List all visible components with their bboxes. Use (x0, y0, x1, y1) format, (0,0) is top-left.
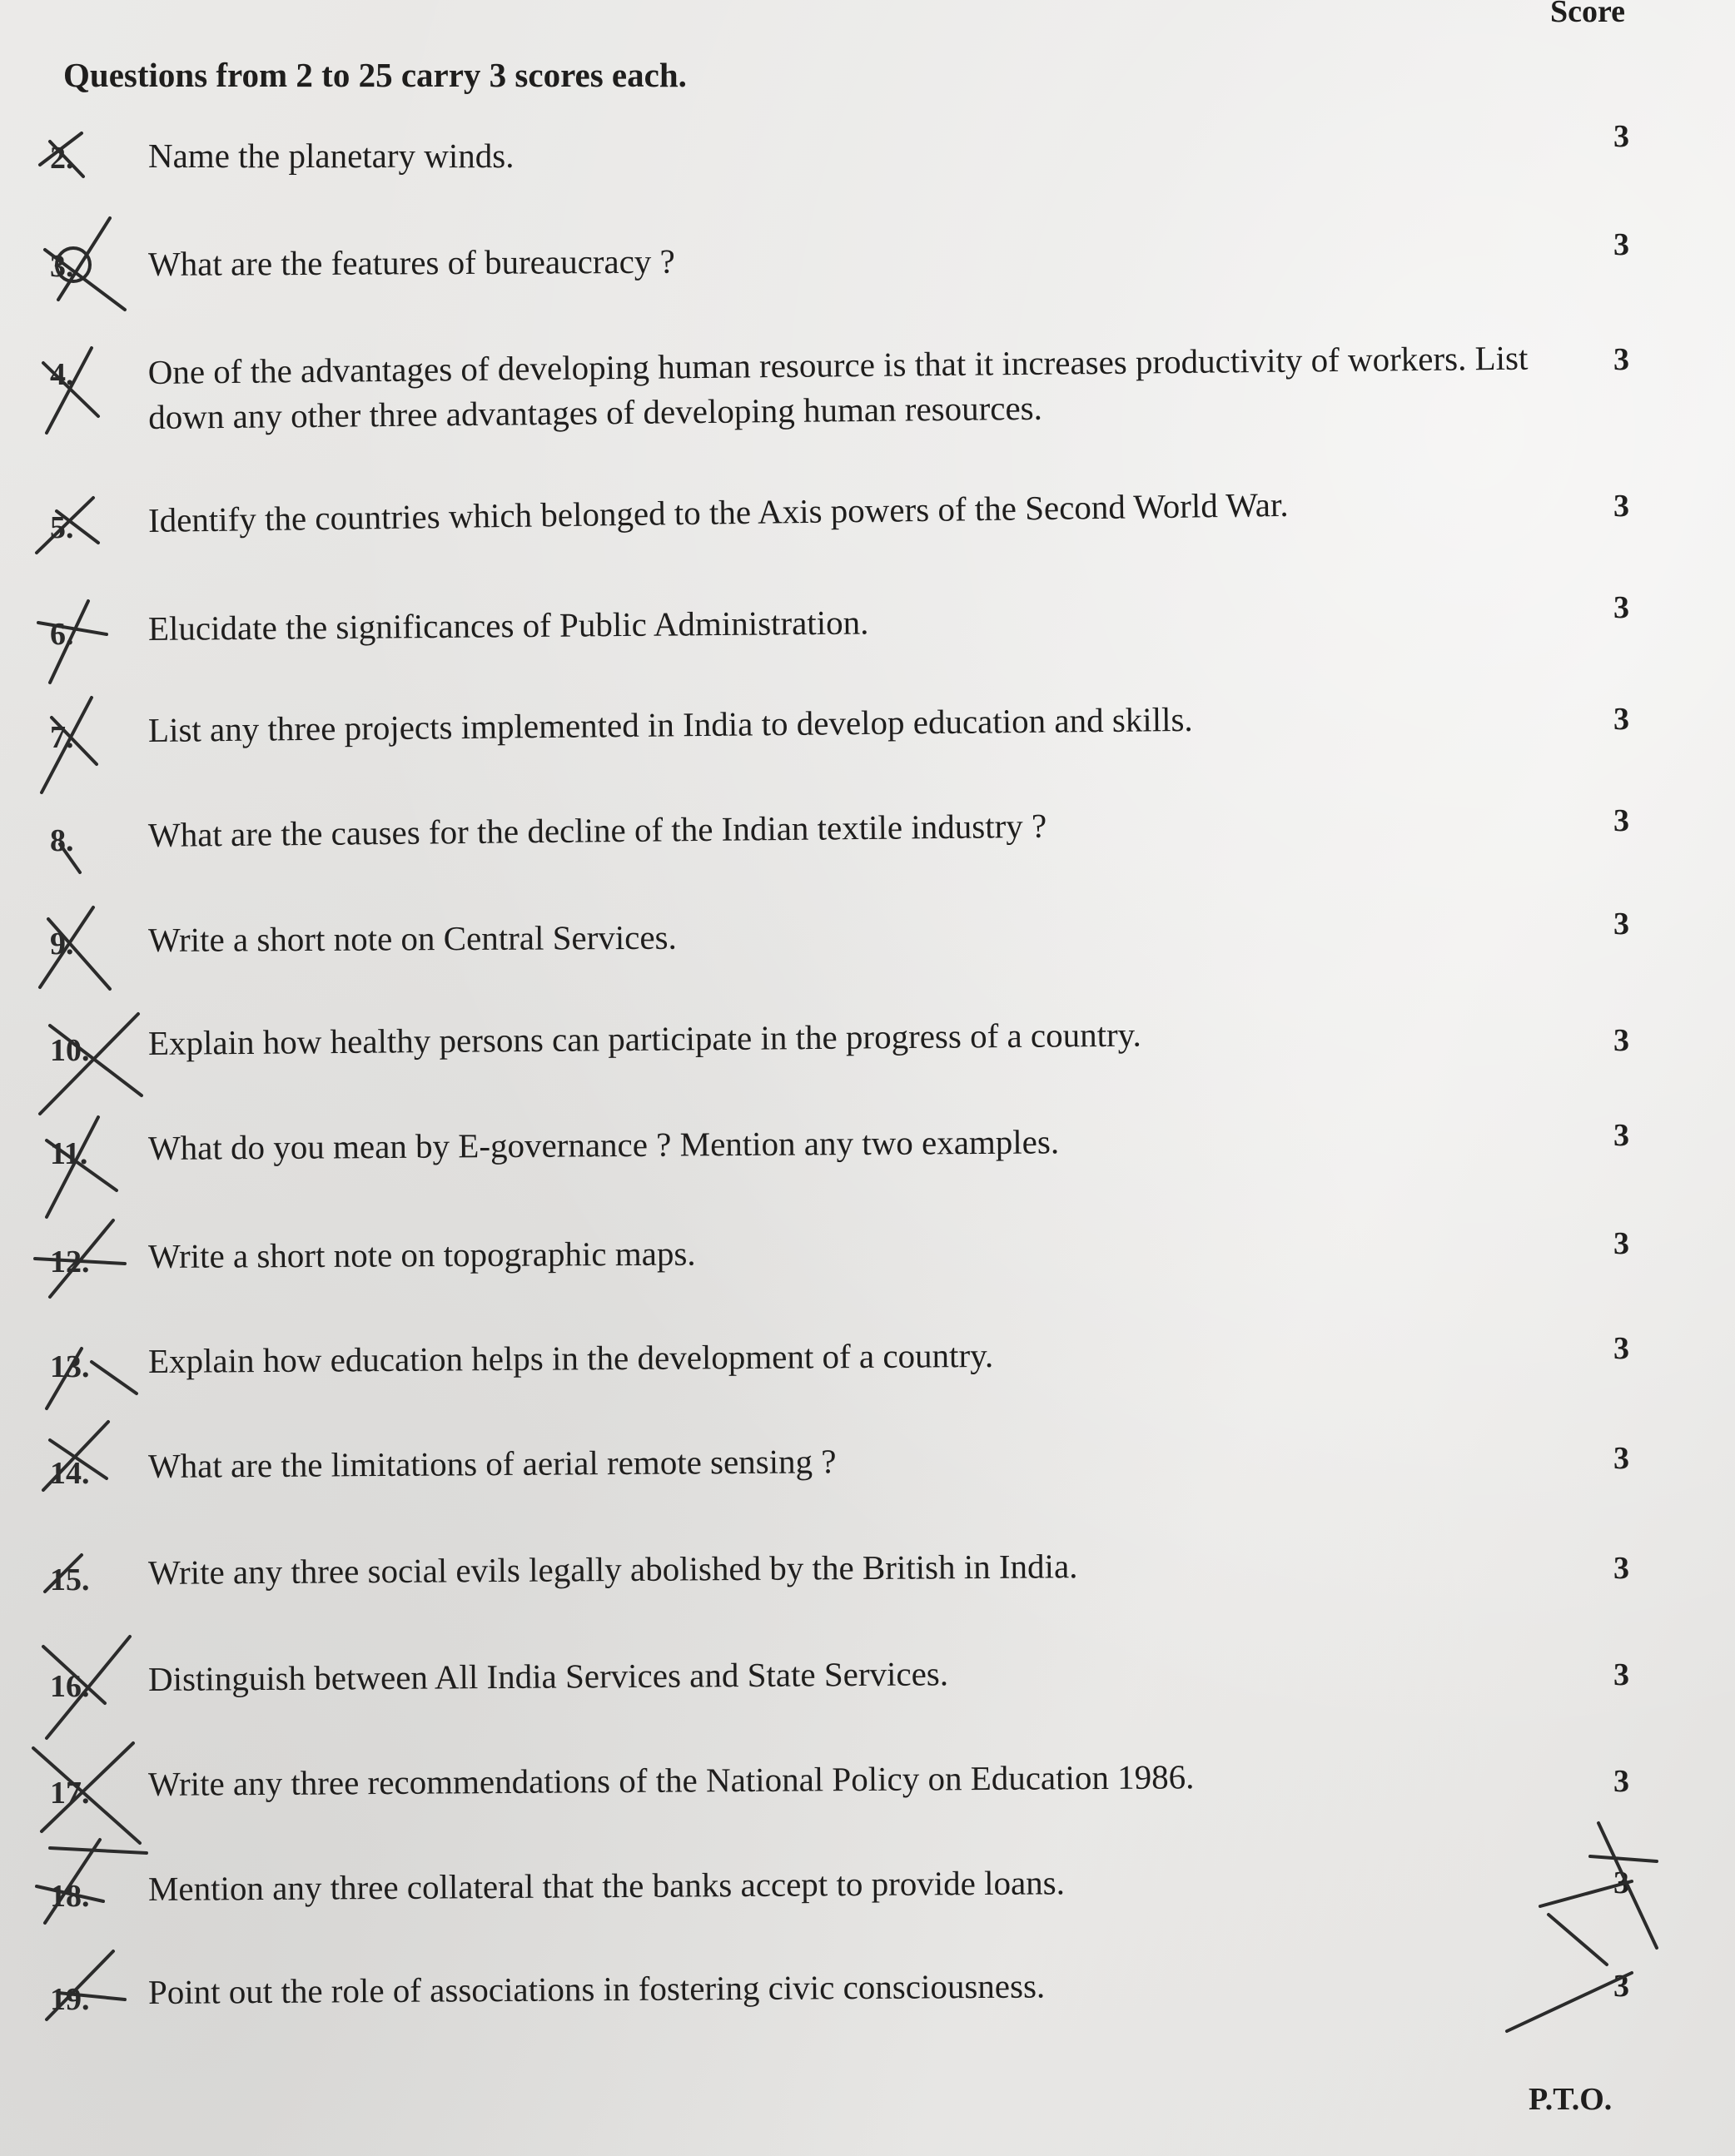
question-text: Write any three social evils legally abolished by the British in India. (147, 1547, 1078, 1592)
question-number: 4. (50, 357, 74, 392)
question-score: 3 (1613, 1865, 1629, 1900)
question-text: Explain how healthy persons can participate in the progress of a country. (147, 1015, 1141, 1062)
question-score: 3 (1613, 1023, 1629, 1058)
question-number: 18. (50, 1879, 90, 1914)
question-text: Elucidate the significances of Public Administration. (147, 603, 869, 648)
question-number: 11. (50, 1136, 88, 1171)
question-score: 3 (1613, 342, 1629, 377)
question-text: Explain how education helps in the development of a country. (147, 1335, 994, 1380)
question-number: 7. (50, 720, 74, 755)
score-column-heading: Score (1550, 0, 1626, 29)
question-number: 8. (50, 823, 74, 858)
question-number: 3. (50, 249, 74, 284)
question-text: Name the planetary winds. (148, 137, 515, 175)
question-number: 2. (50, 141, 74, 176)
question-score: 3 (1613, 489, 1629, 524)
question-number: 9. (50, 926, 74, 961)
question-number: 5. (50, 510, 74, 545)
question-text: List any three projects implemented in India to develop education and skills. (147, 699, 1193, 749)
question-text: Identify the countries which belonged to the Axis powers of the Second World War. (147, 484, 1289, 539)
question-text: What are the limitations of aerial remote sensing ? (147, 1442, 837, 1485)
question-number: 16. (50, 1669, 90, 1704)
question-score: 3 (1613, 590, 1629, 625)
question-score: 3 (1613, 1551, 1629, 1586)
question-score: 3 (1613, 803, 1629, 838)
question-score: 3 (1613, 119, 1629, 154)
question-text: Write any three recommendations of the National Policy on Education 1986. (147, 1757, 1195, 1803)
question-score: 3 (1613, 1226, 1629, 1261)
question-number: 19. (50, 1982, 90, 2017)
question-number: 14. (50, 1456, 90, 1491)
question-score: 3 (1613, 1331, 1629, 1366)
question-number: 12. (50, 1244, 90, 1279)
section-instruction: Questions from 2 to 25 carry 3 scores each. (63, 56, 687, 94)
question-score: 3 (1613, 227, 1629, 262)
question-score: 3 (1613, 1441, 1629, 1476)
question-text: Write a short note on Central Services. (147, 917, 677, 959)
question-number: 13. (50, 1349, 90, 1384)
question-score: 3 (1613, 1657, 1629, 1692)
question-text: Mention any three collateral that the banks accept to provide loans. (147, 1863, 1066, 1908)
question-score: 3 (1613, 702, 1629, 737)
question-number: 15. (50, 1562, 90, 1597)
question-score: 3 (1613, 1118, 1629, 1153)
question-text: Distinguish between All India Services and State Services. (147, 1654, 949, 1698)
question-text: What are the features of bureaucracy ? (147, 241, 675, 283)
question-text: Point out the role of associations in fostering civic consciousness. (147, 1966, 1046, 2011)
question-score: 3 (1613, 1969, 1629, 2004)
question-text: Write a short note on topographic maps. (147, 1234, 696, 1275)
question-number: 17. (50, 1776, 90, 1811)
page-turn-note: P.T.O. (1529, 2082, 1613, 2117)
question-number: 10. (50, 1033, 90, 1068)
question-text: One of the advantages of developing human resource is that it increases productivity of workers. List down any other three advantages of developing human resources. (147, 338, 1529, 436)
question-number: 6. (50, 617, 74, 652)
question-text: What do you mean by E-governance ? Mention any two examples. (147, 1122, 1060, 1167)
question-score: 3 (1613, 907, 1629, 941)
question-text: What are the causes for the decline of the Indian textile industry ? (147, 806, 1047, 854)
question-score: 3 (1613, 1764, 1629, 1799)
